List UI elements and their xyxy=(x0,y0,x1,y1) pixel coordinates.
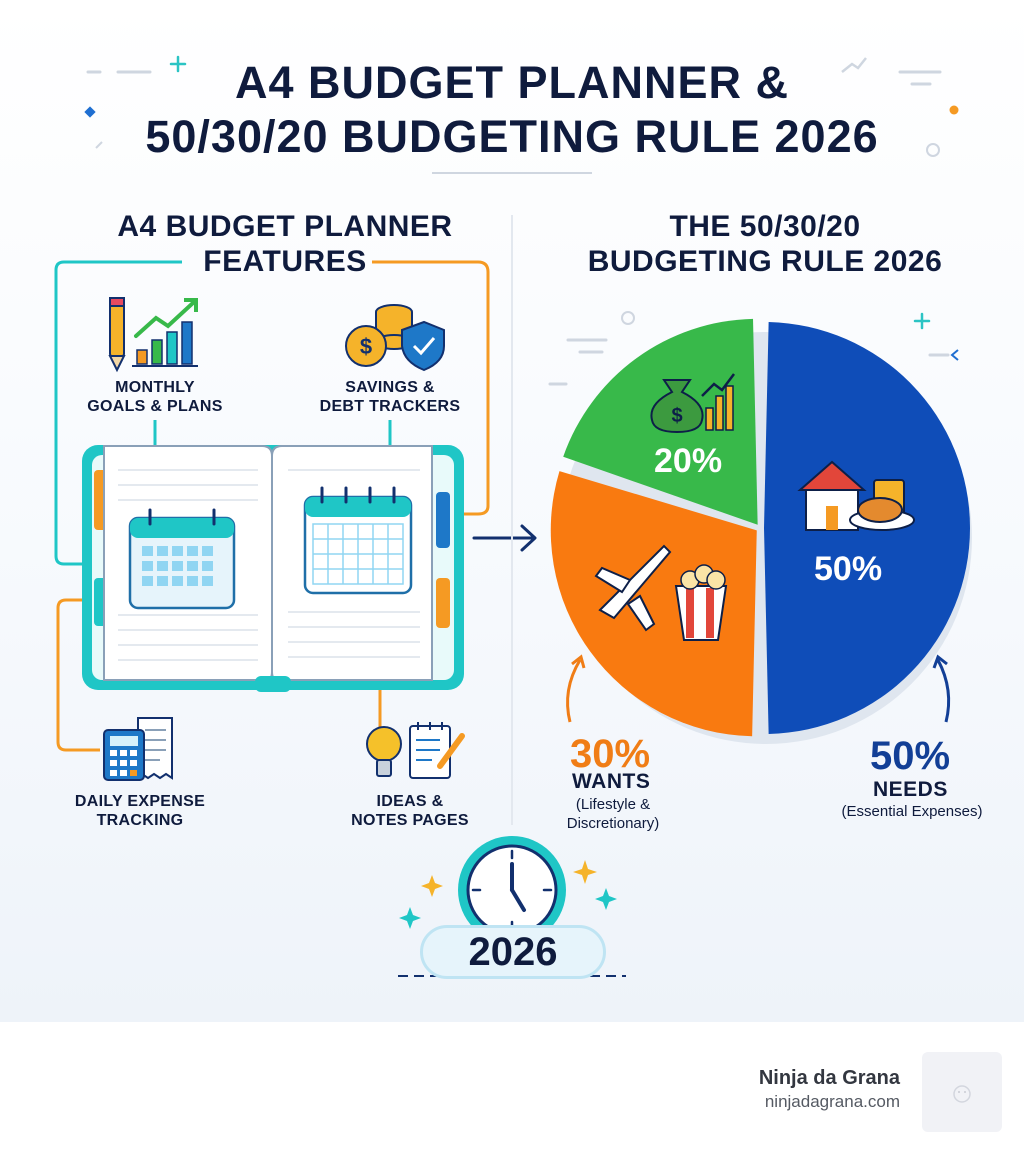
feature-ideas-notes xyxy=(330,792,490,830)
wants-label: WANTS xyxy=(572,770,651,793)
feature-savings-debt xyxy=(305,378,475,416)
page-title-line1: A4 BUDGET PLANNER & xyxy=(234,57,790,108)
left-title-line2: FEATURES xyxy=(203,244,367,278)
feature-daily-expense xyxy=(55,792,225,830)
right-title-line2: BUDGETING RULE 2026 xyxy=(587,244,943,278)
svg-text:$: $ xyxy=(359,334,373,359)
year-badge: 2026 xyxy=(420,925,606,979)
needs-percentage: 50% xyxy=(870,734,951,778)
feature-label: DAILY EXPENSE xyxy=(74,793,206,810)
pie-label-50: 50% xyxy=(814,550,883,588)
brand-name: Ninja da Grana xyxy=(758,1067,900,1089)
feature-monthly-goals xyxy=(80,378,230,416)
left-title-line1: A4 BUDGET PLANNER xyxy=(117,210,453,243)
needs-label: NEEDS xyxy=(873,778,948,801)
feature-label: TRACKING xyxy=(96,812,184,830)
wants-percentage: 30% xyxy=(570,732,651,776)
svg-text:$: $ xyxy=(671,405,683,427)
feature-label: MONTHLY xyxy=(115,379,195,396)
pie-label-20: 20% xyxy=(654,442,723,480)
right-section-title xyxy=(540,210,990,279)
feature-label: NOTES PAGES xyxy=(351,812,469,830)
feature-label: SAVINGS & xyxy=(345,379,435,396)
feature-label: IDEAS & xyxy=(376,793,444,810)
feature-label: DEBT TRACKERS xyxy=(319,398,461,416)
feature-label: GOALS & PLANS xyxy=(87,398,223,416)
left-section-title xyxy=(60,210,510,279)
title-underline xyxy=(432,172,592,174)
ninja-logo-icon xyxy=(922,1052,1002,1132)
wants-desc-line: (Lifestyle & xyxy=(575,796,651,813)
needs-description: (Essential Expenses) xyxy=(841,803,983,820)
wants-desc-line: Discretionary) xyxy=(566,814,660,832)
brand-logo xyxy=(922,1052,1002,1132)
page-title-line2: 50/30/20 BUDGETING RULE 2026 xyxy=(145,111,879,162)
wants-description xyxy=(548,796,678,834)
section-divider xyxy=(511,215,513,825)
brand-url: ninjadagrana.com xyxy=(764,1092,900,1111)
right-title-line1: THE 50/30/20 xyxy=(669,210,861,243)
